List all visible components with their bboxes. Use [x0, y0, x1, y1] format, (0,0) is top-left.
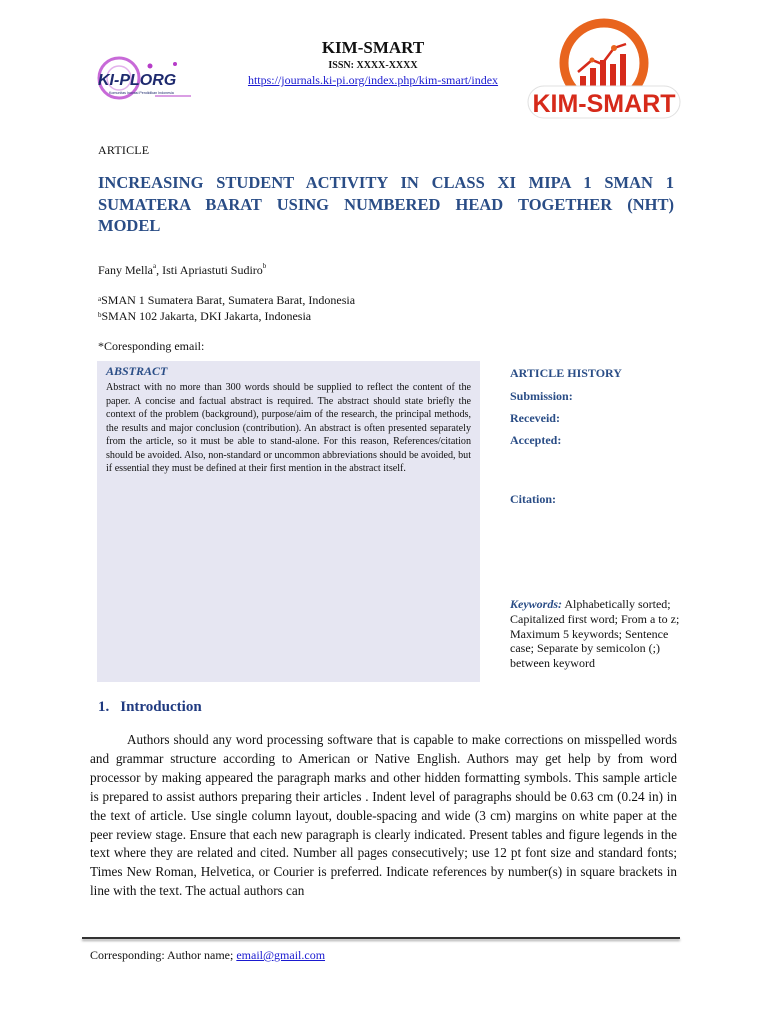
author-separator: , — [156, 263, 163, 277]
affiliation-item — [98, 293, 355, 309]
affiliation-mark: a — [98, 295, 102, 303]
author-name: Isti Apriastuti Sudiro — [162, 263, 263, 277]
introduction-paragraph: Authors should any word processing software that is capable to make corrections on misspelled words and grammar structure according to American or Native English. Authors may get help by from word processor by making appeared the paragraph marks and other hidden formatting symbols. This sample article is prepared to assist authors preparing their articles . Indent level of paragraphs should be 0.63 cm (0.24 in) in the text of article. Use single column layout, double-spacing and wide (3 cm) margins on white paper at the peer review stage. Ensure that each new paragraph is clearly indicated. Present tables and figure legends in the text where they are related and cited. Number all pages consecutively; use 12 pt font size and standard fonts; Times New Roman, Helvetica, or Courier is preferred. Indicate references by number(s) in square brackets in line with the text. The actual authors can — [90, 732, 677, 899]
affiliation-text: SMAN 102 Jakarta, DKI Jakarta, Indonesia — [101, 308, 312, 323]
journal-title: KIM-SMART — [321, 38, 425, 57]
affiliation-text: SMAN 1 Sumatera Barat, Sumatera Barat, Indonesia — [101, 293, 356, 307]
keywords-block — [510, 597, 680, 671]
accepted-label: Accepted: — [510, 433, 562, 447]
keywords-text: Alphabetically sorted; Capitalized first word; From a to z; Maximum 5 keywords; Sentence case; Separate by semicolon (;) between keyword — [510, 597, 680, 671]
received-label: Receveid: — [510, 411, 560, 425]
article-history-heading: ARTICLE HISTORY — [510, 366, 622, 380]
kim-smart-logo — [520, 18, 688, 123]
affiliation-list — [98, 293, 355, 324]
section-title: Introduction — [120, 699, 202, 715]
submission-label: Submission: — [510, 389, 573, 403]
journal-url-link[interactable]: https://journals.ki-pi.org/index.php/kim-smart/index — [247, 73, 499, 87]
affiliation-item — [98, 309, 355, 325]
author-affiliation-mark: a — [153, 262, 157, 270]
article-type-label: ARTICLE — [98, 143, 150, 157]
section-heading-introduction — [98, 699, 202, 716]
author-name: Fany Mella — [98, 263, 153, 277]
ki-plorg-logo-text: KI-PLORG — [98, 72, 177, 89]
affiliation-mark: b — [98, 310, 102, 319]
footer-divider — [82, 937, 680, 939]
citation-label: Citation: — [510, 492, 556, 506]
footer-label: Corresponding: Author name; — [90, 948, 237, 962]
abstract-text: Abstract with no more than 300 words should be supplied to reflect the content of the paper. A concise and factual abstract is required. The abstract should state briefly the context of the problem (background), purpose/aim of the research, the principal methods, the results and major conclusion (contribution). An abstract is often presented separately from the article, so it must be able to stand-alone. For this reason, References/citation should be avoided. Also, non-standard or uncommon abbreviations should be avoided, but if essential they must be defined at their first mention in the abstract itself. — [106, 382, 471, 474]
corresponding-email-label: *Coresponding email: — [98, 339, 205, 353]
footer-email-link[interactable]: email@gmail.com — [236, 948, 326, 962]
section-number: 1. — [98, 699, 110, 715]
author-list — [98, 263, 266, 278]
paper-title: INCREASING STUDENT ACTIVITY IN CLASS XI MIPA 1 SMAN 1 SUMATERA BARAT USING NUMBERED HEAD TOGETHER (NHT) MODEL — [98, 173, 674, 235]
kim-smart-logo-text: KIM-SMART — [532, 90, 676, 118]
ki-plorg-tagline: Komunitas Inovasi Pendidikan Indonesia — [109, 91, 174, 95]
keywords-label: Keywords: — [510, 597, 562, 611]
abstract-heading: ABSTRACT — [106, 364, 168, 378]
issn: ISSN: XXXX-XXXX — [328, 60, 418, 71]
author-affiliation-mark: b — [262, 262, 267, 270]
footer-corresponding — [90, 948, 325, 963]
ki-plorg-logo — [95, 52, 195, 108]
